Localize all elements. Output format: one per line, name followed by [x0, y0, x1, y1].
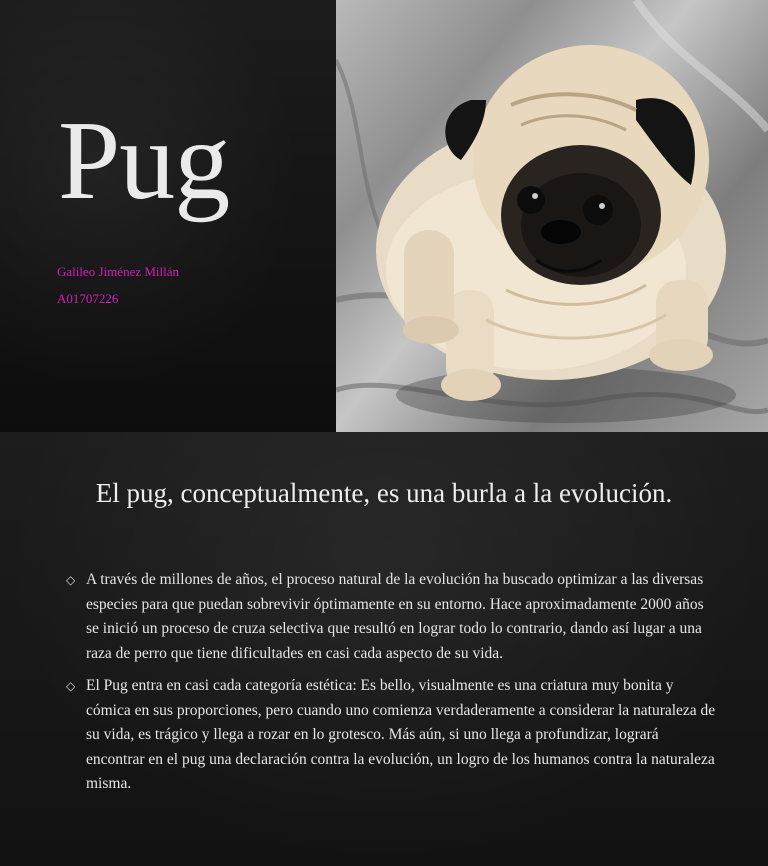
diamond-bullet-icon: ◇: [66, 679, 76, 693]
content-slide: [0, 432, 768, 866]
bullet-list: [66, 568, 716, 805]
content-heading: El pug, conceptualmente, es una burla a la evolución.: [95, 478, 673, 508]
pug-photo-illustration: [336, 0, 768, 432]
slide-title: Pug: [58, 99, 230, 223]
bullet-text: El Pug entra en casi cada categoría estética: Es bello, visualmente es una criatura muy bonita y cómica en sus proporciones, pero cuando uno comienza verdaderamente a considerar la naturaleza de su vida, es trágico y llega a rozar en lo grotesco. Más aún, si uno llega a profundizar, logrará encontrar en el pug una declaración contra la evolución, un logro de los humanos contra la naturaleza misma.: [86, 677, 716, 792]
bullet-item: [66, 568, 716, 666]
bullet-item: [66, 674, 716, 797]
author-block: [57, 258, 179, 312]
bullet-text: A través de millones de años, el proceso natural de la evolución ha buscado optimizar a las diversas especies para que puedan sobrevivir óptimamente en su entorno. Hace aproximadamente 2000 años se inició un proceso de cruza selectiva que resultó en lograr todo lo contrario, dando así lugar a una raza de perro que tiene dificultades en casi cada aspecto de su vida.: [86, 571, 704, 662]
title-slide: [0, 0, 768, 432]
author-id: A01707226: [57, 291, 119, 306]
pug-photo: [336, 0, 768, 432]
diamond-bullet-icon: ◇: [66, 573, 76, 587]
title-panel: [0, 0, 336, 432]
author-name: Galileo Jiménez Millán: [57, 264, 180, 279]
